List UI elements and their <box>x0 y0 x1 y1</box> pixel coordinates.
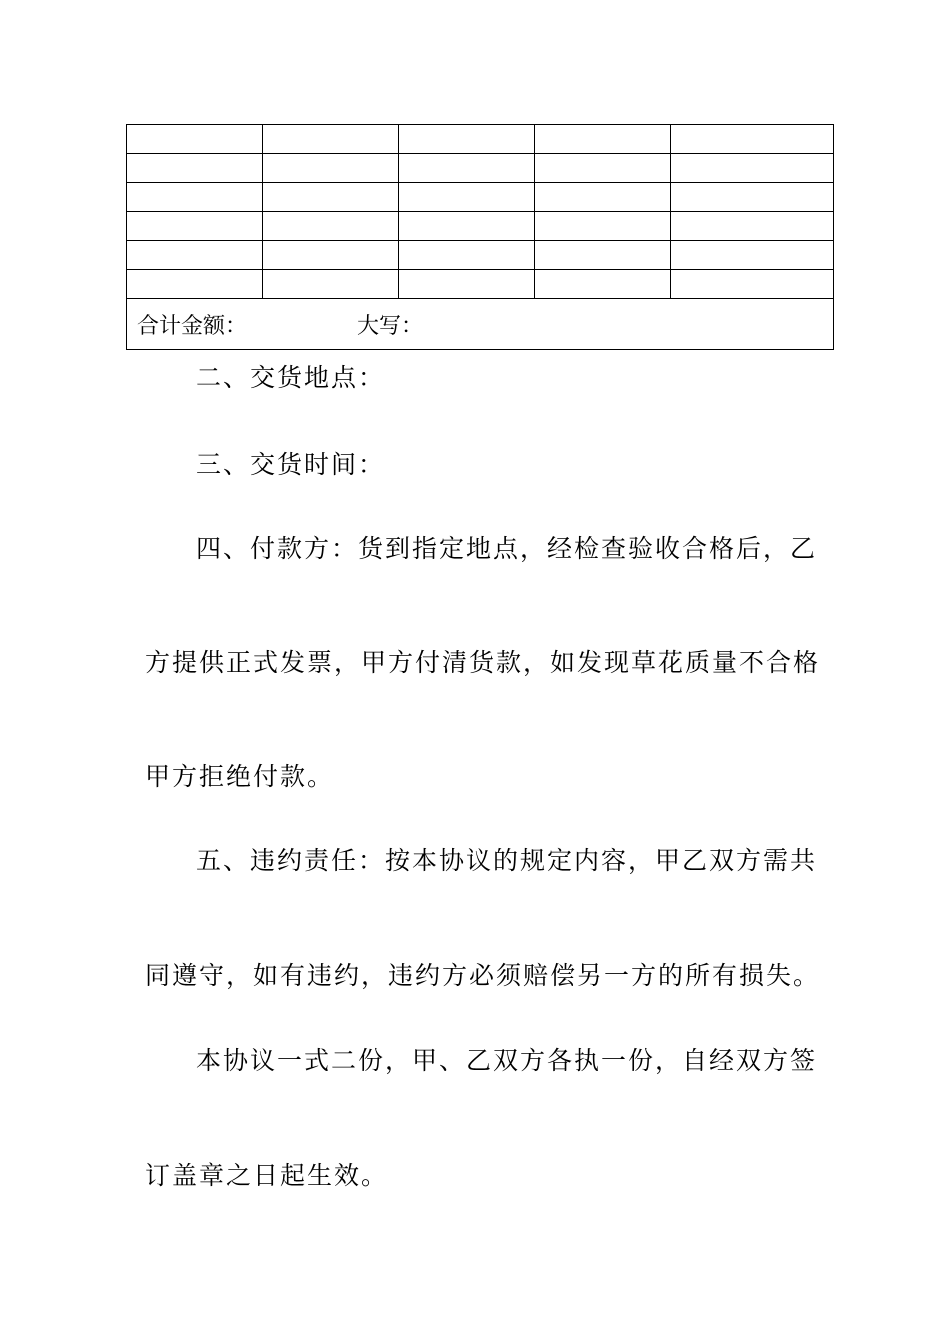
table-cell <box>399 125 535 154</box>
table-cell <box>263 125 399 154</box>
table-cell <box>671 183 834 212</box>
clause-breach-line1: 五、违约责任：按本协议的规定内容，甲乙双方需共 <box>196 846 818 875</box>
table-cell <box>535 270 671 299</box>
clause-payment-line3: 甲方拒绝付款。 <box>145 762 335 791</box>
table-cell <box>127 212 263 241</box>
table-cell <box>263 212 399 241</box>
clause-delivery-time: 三、交货时间： <box>196 450 386 479</box>
table-row <box>127 154 834 183</box>
table-cell <box>127 154 263 183</box>
total-amount-label: 合计金额： <box>137 313 248 339</box>
total-cell <box>127 299 834 350</box>
table-cell <box>671 270 834 299</box>
table-row <box>127 125 834 154</box>
table-cell <box>399 154 535 183</box>
table-cell <box>127 241 263 270</box>
clause-breach-line2: 同遵守，如有违约，违约方必须赔偿另一方的所有损失。 <box>145 961 821 990</box>
total-row <box>127 299 834 350</box>
table-cell <box>535 183 671 212</box>
clause-copies-line2: 订盖章之日起生效。 <box>145 1161 389 1190</box>
table-cell <box>263 183 399 212</box>
table-cell <box>263 154 399 183</box>
table-cell <box>399 183 535 212</box>
clause-copies-line1: 本协议一式二份，甲、乙双方各执一份，自经双方签 <box>196 1046 818 1075</box>
table-cell <box>263 270 399 299</box>
table-cell <box>671 154 834 183</box>
table-cell <box>127 125 263 154</box>
table-cell <box>535 125 671 154</box>
table-cell <box>399 270 535 299</box>
table-cell <box>671 241 834 270</box>
table-cell <box>399 212 535 241</box>
table-cell <box>535 241 671 270</box>
table-cell <box>535 154 671 183</box>
table-cell <box>671 212 834 241</box>
table-cell <box>535 212 671 241</box>
table-row <box>127 212 834 241</box>
uppercase-amount-label: 大写： <box>357 313 424 339</box>
clause-delivery-place: 二、交货地点： <box>196 363 386 392</box>
goods-table <box>126 124 834 350</box>
table-cell <box>127 270 263 299</box>
table-row <box>127 241 834 270</box>
table-cell <box>127 183 263 212</box>
clause-payment-line2: 方提供正式发票，甲方付清货款，如发现草花质量不合格 <box>145 648 821 677</box>
table-cell <box>671 125 834 154</box>
table-cell <box>263 241 399 270</box>
table-cell <box>399 241 535 270</box>
table-row <box>127 183 834 212</box>
clause-payment-line1: 四、付款方：货到指定地点，经检查验收合格后，乙 <box>196 534 818 563</box>
table-row <box>127 270 834 299</box>
